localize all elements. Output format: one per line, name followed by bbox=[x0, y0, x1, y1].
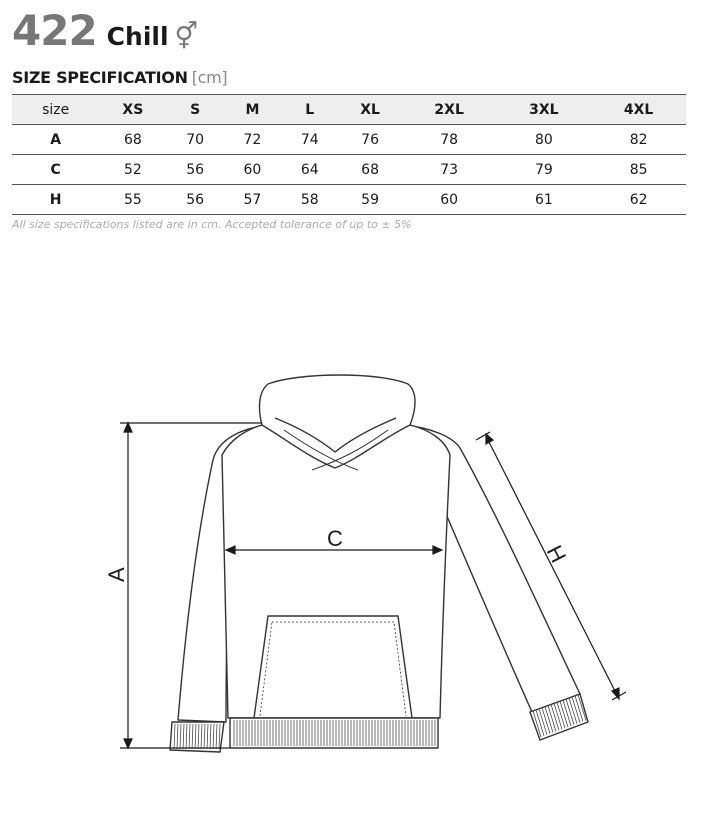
table-cell: 72 bbox=[224, 125, 281, 155]
table-cell: 85 bbox=[591, 155, 686, 185]
row-label: C bbox=[12, 155, 99, 185]
product-header bbox=[12, 6, 198, 55]
table-cell: 60 bbox=[224, 155, 281, 185]
size-header-cell: L bbox=[281, 95, 338, 125]
product-code: 422 bbox=[12, 6, 97, 55]
size-header-row bbox=[12, 95, 686, 125]
size-header-label: size bbox=[12, 95, 99, 125]
table-cell: 60 bbox=[402, 185, 497, 215]
table-row bbox=[12, 155, 686, 185]
label-h: H bbox=[541, 541, 572, 567]
size-header-cell: 2XL bbox=[402, 95, 497, 125]
table-cell: 74 bbox=[281, 125, 338, 155]
table-cell: 58 bbox=[281, 185, 338, 215]
size-spec-title: SIZE SPECIFICATION bbox=[12, 68, 188, 87]
label-c: C bbox=[327, 526, 343, 551]
table-cell: 78 bbox=[402, 125, 497, 155]
row-label: A bbox=[12, 125, 99, 155]
size-header-cell: XS bbox=[99, 95, 166, 125]
table-row bbox=[12, 125, 686, 155]
table-cell: 55 bbox=[99, 185, 166, 215]
size-header-cell: S bbox=[166, 95, 223, 125]
table-cell: 82 bbox=[591, 125, 686, 155]
tolerance-note: All size specifications listed are in cm. Accepted tolerance of up to ± 5% bbox=[12, 218, 412, 231]
label-a: A bbox=[104, 567, 129, 582]
table-cell: 61 bbox=[497, 185, 592, 215]
size-header-cell: 4XL bbox=[591, 95, 686, 125]
table-cell: 59 bbox=[338, 185, 401, 215]
unisex-icon: ⚥ bbox=[174, 22, 199, 52]
table-cell: 79 bbox=[497, 155, 592, 185]
table-cell: 68 bbox=[99, 125, 166, 155]
table-cell: 80 bbox=[497, 125, 592, 155]
table-row bbox=[12, 185, 686, 215]
hoodie-diagram bbox=[0, 330, 703, 770]
table-cell: 52 bbox=[99, 155, 166, 185]
table-cell: 73 bbox=[402, 155, 497, 185]
size-header-cell: XL bbox=[338, 95, 401, 125]
size-header-cell: M bbox=[224, 95, 281, 125]
table-cell: 76 bbox=[338, 125, 401, 155]
table-cell: 56 bbox=[166, 155, 223, 185]
size-table bbox=[12, 94, 686, 215]
table-cell: 56 bbox=[166, 185, 223, 215]
size-spec-unit: [cm] bbox=[191, 68, 228, 87]
table-cell: 70 bbox=[166, 125, 223, 155]
row-label: H bbox=[12, 185, 99, 215]
table-cell: 68 bbox=[338, 155, 401, 185]
size-header-cell: 3XL bbox=[497, 95, 592, 125]
size-spec-heading bbox=[12, 68, 227, 87]
product-name: Chill bbox=[106, 22, 169, 51]
table-cell: 64 bbox=[281, 155, 338, 185]
kangaroo-pocket bbox=[254, 616, 412, 718]
table-cell: 57 bbox=[224, 185, 281, 215]
table-cell: 62 bbox=[591, 185, 686, 215]
